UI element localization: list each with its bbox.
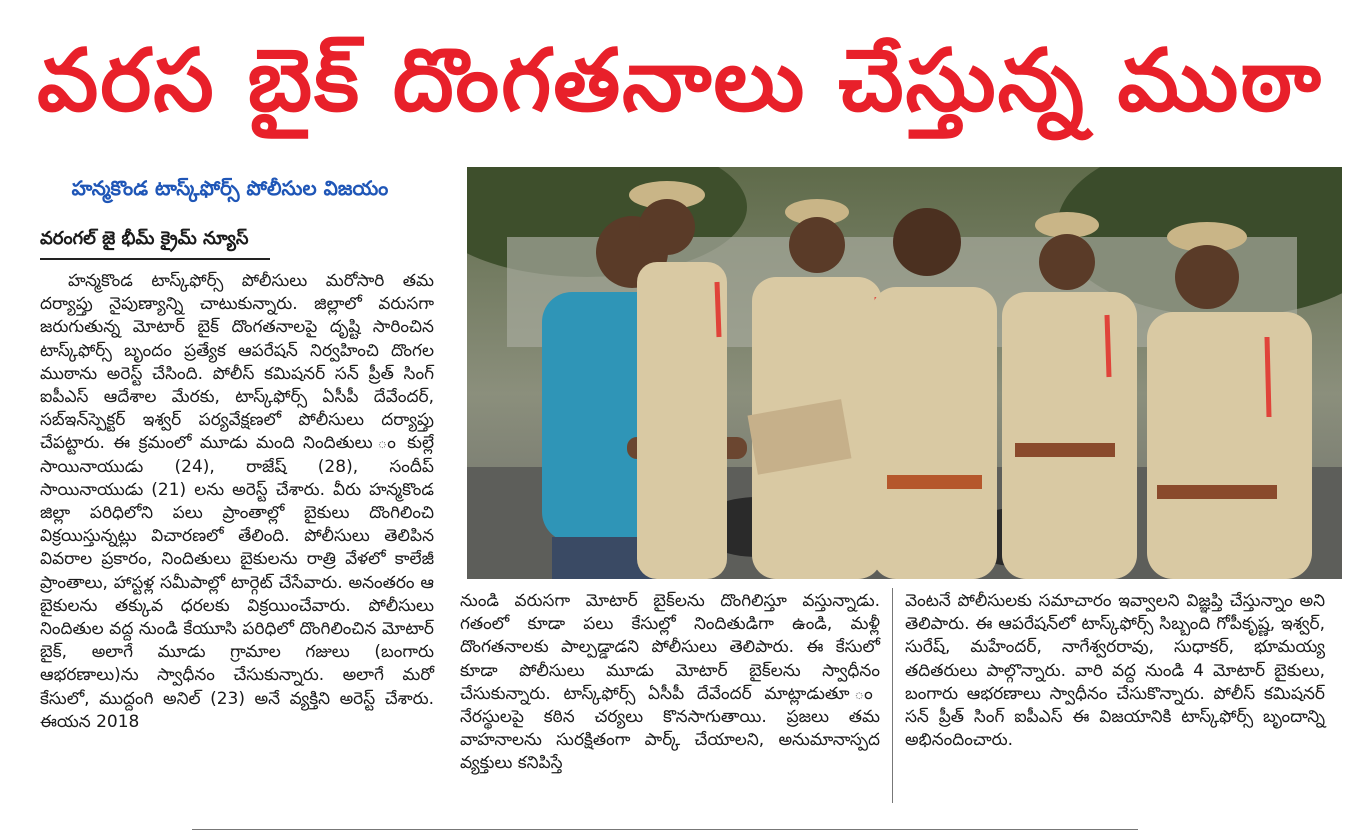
headline: వరస బైక్ దొంగతనాలు చేస్తున్న ముఠా [37,31,1323,131]
article-column-3 [905,590,1325,752]
column-divider [892,588,893,803]
article-column-1 [40,270,434,734]
article-text-col1: హన్మకొండ టాస్క్‌ఫోర్స్ పోలీసులు మరోసారి తమ దర్యాప్తు నైపుణ్యాన్ని చాటుకున్నారు. జిల్లాలో వరుసగా జరుగుతున్న మోటార్ బైక్ దొంగతనాలపై దృష్టి సారించిన టాస్క్‌ఫోర్స్ బృందం ప్రత్యేక ఆపరేషన్ నిర్వహించి దొంగల ముఠాను అరెస్ట్ చేసింది. పోలీస్ కమిషనర్ సన్ ప్రీత్ సింగ్ ఐపీఎస్ ఆదేశాల మేరకు, టాస్క్‌ఫోర్స్ ఏసీపీ దేవేందర్, సబ్‌ఇన్‌స్పెక్టర్ ఇశ్వర్ పర్యవేక్షణలో పోలీసులు దర్యాప్తు చేపట్టారు. ఈ క్రమంలో మూడు మంది నిందితులు ం కుల్లే సాయినాయుడు (24), రాజేష్ (28), సందీప్ సాయినాయుడు (21) లను అరెస్ట్ చేశారు. వీరు హన్మకొండ జిల్లా పరిధిలోని పలు ప్రాంతాల్లో బైకులు దొంగిలించి విక్రయిస్తున్నట్లు విచారణలో తేలింది. పోలీసులు తెలిపిన వివరాల ప్రకారం, నిందితులు బైకులను రాత్రి వేళలో కాలేజీ ప్రాంతాలు, హాస్టళ్ల సమీపాల్లో టార్గెట్ చేసేవారు. అనంతరం ఆ బైకులను తక్కువ ధరలకు విక్రయించేవారు. పోలీసులు నిందితుల వద్ద నుండి కేయూసి పరిధిలో దొంగిలించిన మోటార్ బైక్, అలాగే మూడు గ్రామాల గజులు (బంగారు ఆభరణాలు)ను స్వాధీనం చేసుకున్నారు. అలాగే మరో కేసులో, ముద్దంగి అనిల్ (23) అనే వ్యక్తిని అరెస్ట్ చేశారు. ఈయన 2018 [40,271,434,732]
byline-underline [40,258,270,260]
bottom-rule [192,829,1138,830]
byline: వరంగల్ జై భీమ్ క్రైమ్ న్యూస్ [40,228,249,249]
article-column-2 [460,590,880,776]
news-photo [467,167,1342,579]
article-text-col3: వెంటనే పోలీసులకు సమాచారం ఇవ్వాలని విజ్ఞప్తి చేస్తున్నాం అని తెలిపారు. ఈ ఆపరేషన్‌లో టాస్క్‌ఫోర్స్ సిబ్బంది గోపీకృష్ణ, ఇశ్వర్, సురేష్, మహేందర్, నాగేశ్వరరావు, సుధాకర్, భూమయ్య తదితరులు పాల్గొన్నారు. వారి వద్ద నుండి 4 మోటార్ బైకులు, బంగారు ఆభరణాలు స్వాధీనం చేసుకొన్నారు. పోలీస్ కమిషనర్ సన్ ప్రీత్ సింగ్ ఐపీఎస్ ఈ విజయానికి టాస్క్‌ఫోర్స్ బృందాన్ని అభినందించారు. [905,591,1325,751]
article-text-col2: నుండి వరుసగా మోటార్ బైక్‌లను దొంగిలిస్తూ వస్తున్నాడు. గతంలో కూడా పలు కేసుల్లో నిందితుడిగా ఉండి, మళ్లీ దొంగతనాలకు పాల్పడ్డాడని పోలీసులు తెలిపారు. ఈ కేసులో కూడా పోలీసులు మూడు మోటార్ బైక్‌లను స్వాధీనం చేసుకున్నారు. టాస్క్‌ఫోర్స్ ఏసీపీ దేవేందర్ మాట్లాడుతూ ం నేరస్థులపై కఠిన చర్యలు కొనసాగుతాయి. ప్రజలు తమ వాహనాలను సురక్షితంగా పార్క్ చేయాలని, అనుమానాస్పద వ్యక్తులు కనిపిస్తే [460,591,880,774]
subheadline: హన్మకొండ టాస్క్‌ఫోర్స్ పోలీసుల విజయం [71,176,389,200]
